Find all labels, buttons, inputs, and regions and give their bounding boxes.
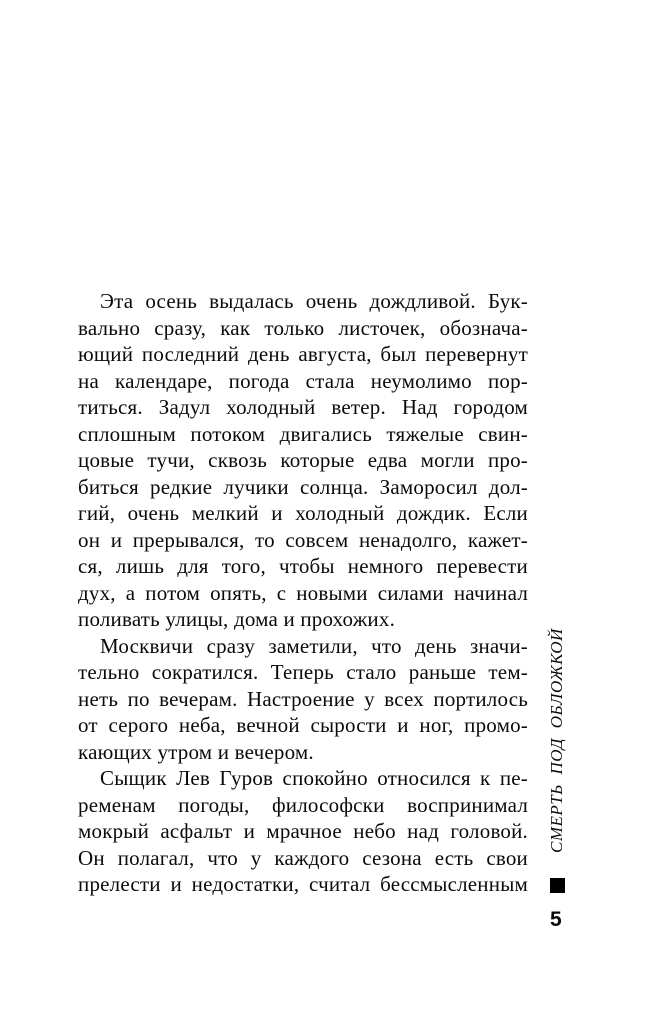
text-line: цовые тучи, сквозь которые едва могли про- <box>78 448 528 472</box>
black-square-icon <box>550 878 565 893</box>
text-line: на календаре, погода стала неумолимо пор- <box>78 368 528 393</box>
text-line: кающих утром и вечером. <box>78 739 314 764</box>
text-line: гий, очень мелкий и холодный дождик. Если <box>78 501 528 525</box>
text-line: неть по вечерам. Настроение у всех портилось <box>78 686 528 711</box>
text-line: титься. Задул холодный ветер. Над городом <box>78 395 528 419</box>
text-line: прелести и недостатки, считал бессмысленным <box>78 872 528 896</box>
text-line: от серого неба, вечной сырости и ног, промо- <box>78 713 528 737</box>
text-line: вально сразу, как только листочек, обознача- <box>78 315 528 340</box>
text-line: Москвичи сразу заметили, что день значи- <box>100 633 528 658</box>
text-line: дух, а потом опять, с новыми силами начинал <box>78 580 528 605</box>
text-line: он и прерывался, то совсем ненадолго, кажет- <box>78 527 528 552</box>
text-line: Сыщик Лев Гуров спокойно относился к пе- <box>100 766 528 790</box>
text-line: Он полагал, что у каждого сезона есть свои <box>78 845 528 870</box>
text-line: сплошным потоком двигались тяжелые свин- <box>78 421 528 446</box>
series-title-vertical: СМЕРТЬ ПОД ОБЛОЖКОЙ <box>547 628 566 853</box>
text-line: Эта осень выдалась очень дождливой. Бук- <box>100 289 528 313</box>
text-line: ременам погоды, философски воспринимал <box>78 792 528 817</box>
page-number: 5 <box>550 908 562 931</box>
text-line: ся, лишь для того, чтобы немного перевести <box>78 554 528 578</box>
text-line: мокрый асфальт и мрачное небо над головой. <box>78 819 528 843</box>
text-line: поливать улицы, дома и прохожих. <box>78 607 396 631</box>
text-line: биться редкие лучики солнца. Заморосил дол- <box>78 474 528 499</box>
text-line: ющий последний день августа, был перевернут <box>78 342 528 366</box>
page-text <box>78 288 528 898</box>
text-line: тельно сократился. Теперь стало раньше тем- <box>78 660 528 684</box>
